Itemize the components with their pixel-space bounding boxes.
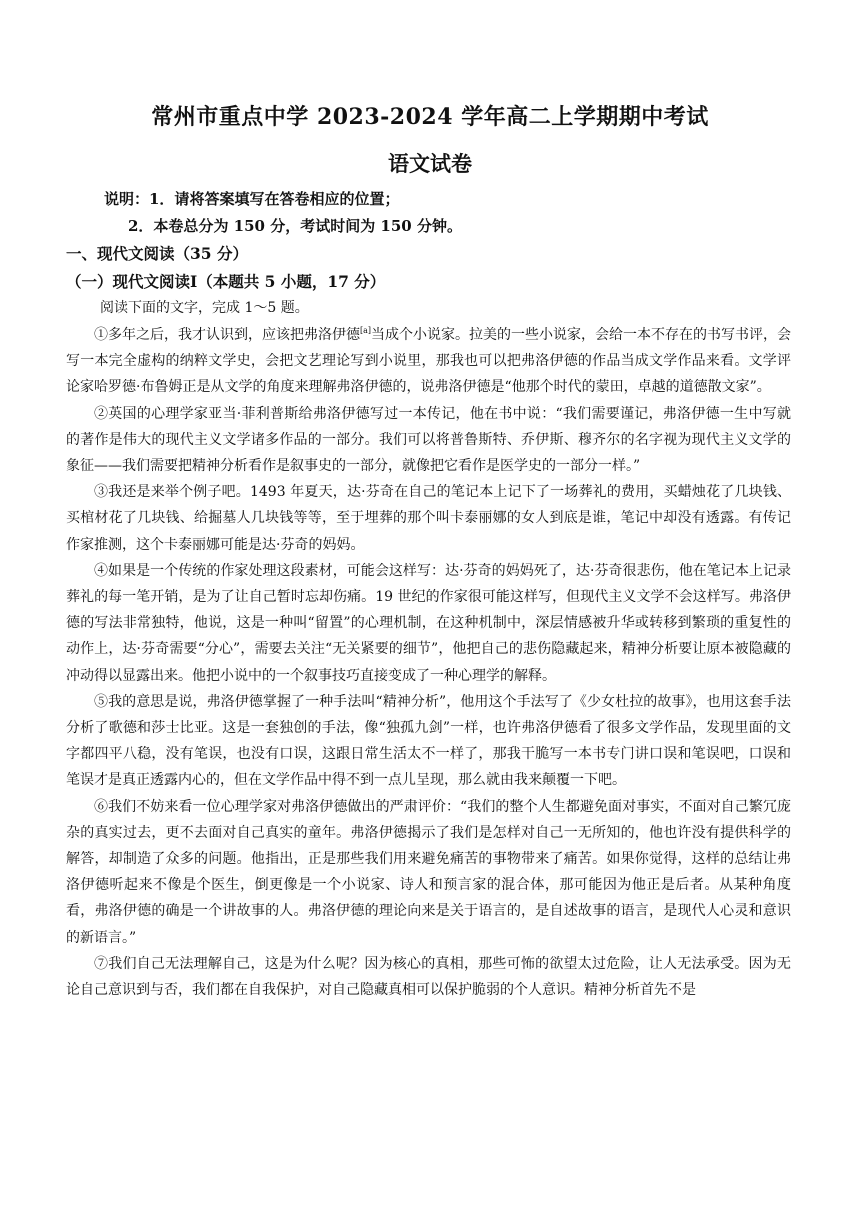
exam-title: 常州市重点中学 2023-2024 学年高二上学期期中考试: [151, 104, 709, 130]
footnote-marker: [a]: [360, 326, 372, 335]
section-heading: 一、现代文阅读（35 分）: [66, 244, 248, 263]
paragraph-text: 当成个小说家。拉美的一些小说家，会给一本不存在的书写书评，会写一本完全虚构的纳粹文学史，会把文艺理论写到小说里，那我也可以把弗洛伊德的作品当成文学作品来看。文学评论家哈罗德·布鲁姆正是从文学的角度来理解弗洛伊德的，说弗洛伊德是“他那个时代的蒙田，卓越的道德散文家”。: [66, 327, 792, 396]
reading-passage: [66, 322, 791, 1003]
passage-paragraph-2: ②英国的心理学家亚当·菲利普斯给弗洛伊德写过一本传记，他在书中说：“我们需要谨记，弗洛伊德一生中写就的著作是伟大的现代主义文学诸多作品的一部分。我们可以将普鲁斯特、乔伊斯、穆齐尔的名字视为现代主义文学的象征——我们需要把精神分析看作是叙事史的一部分，就像把它看作是医学史的一部分一样。”: [66, 405, 791, 475]
paragraph-text: ①多年之后，我才认识到，应该把弗洛伊德: [94, 327, 360, 343]
passage-paragraph-4: ④如果是一个传统的作家处理这段素材，可能会这样写：达·芬奇的妈妈死了，达·芬奇很悲伤，他在笔记本上记录葬礼的每一笔开销，是为了让自己暂时忘却伤痛。19 世纪的作家很可能这样写，但现代主义文学不会这样写。弗洛伊德的写法非常独特，他说，这是一种叫“留置”的心理机制，在这种机制中，深层情感被升华或转移到繁琐的重复性的动作上，达·芬奇需要“分心”，需要去关注“无关紧要的细节”，他把自己的悲伤隐藏起来，精神分析要让原本被隐藏的冲动得以显露出来。他把小说中的一个叙事技巧直接变成了一种心理学的解释。: [66, 562, 791, 684]
instruction-note-2: 2．本卷总分为 150 分，考试时间为 150 分钟。: [128, 217, 462, 235]
subsection-heading: （一）现代文阅读Ⅰ（本题共 5 小题，17 分）: [66, 272, 386, 291]
exam-subtitle: 语文试卷: [388, 151, 472, 176]
passage-paragraph-7: ⑦我们自己无法理解自己，这是为什么呢？因为核心的真相，那些可怖的欲望太过危险，让人无法承受。因为无论自己意识到与否，我们都在自我保护，对自己隐藏真相可以保护脆弱的个人意识。精神分析首先不是: [66, 955, 791, 999]
passage-paragraph-1: [66, 322, 791, 401]
passage-paragraph-3: ③我还是来举个例子吧。1493 年夏天，达·芬奇在自己的笔记本上记下了一场葬礼的费用，买蜡烛花了几块钱、买棺材花了几块钱、给掘墓人几块钱等等，至于埋葬的那个叫卡泰丽娜的女人到底是谁，笔记中却没有透露。有传记作家推测，这个卡泰丽娜可能是达·芬奇的妈妈。: [66, 484, 791, 553]
instruction-note-1: 说明：1．请将答案填写在答卷相应的位置；: [104, 190, 400, 208]
passage-paragraph-5: ⑤我的意思是说，弗洛伊德掌握了一种手法叫“精神分析”，他用这个手法写了《少女杜拉的故事》，也用这套手法分析了歌德和莎士比亚。这是一套独创的手法，像“独孤九剑”一样，也许弗洛伊德看了很多文学作品，发现里面的文字都四平八稳，没有笔误，也没有口误，这跟日常生活太不一样了，那我干脆写一本书专门讲口误和笔误吧，口误和笔误才是真正透露内心的，但在文学作品中得不到一点儿呈现，那么就由我来颠覆一下吧。: [66, 693, 791, 789]
reading-instruction: 阅读下面的文字，完成 1～5 题。: [100, 300, 309, 316]
passage-paragraph-6: ⑥我们不妨来看一位心理学家对弗洛伊德做出的严肃评价：“我们的整个人生都避免面对事实，不面对自己繁冗庞杂的真实过去，更不去面对自己真实的童年。弗洛伊德揭示了我们是怎样对自己一无所知的，他也许没有提供科学的解答，却制造了众多的问题。他指出，正是那些我们用来避免痛苦的事物带来了痛苦。如果你觉得，这样的总结让弗洛伊德听起来不像是个医生，倒更像是一个小说家、诗人和预言家的混合体，那可能因为他正是后者。从某种角度看，弗洛伊德的确是一个讲故事的人。弗洛伊德的理论向来是关于语言的，是自述故事的语言，是现代人心灵和意识的新语言。”: [66, 798, 791, 946]
